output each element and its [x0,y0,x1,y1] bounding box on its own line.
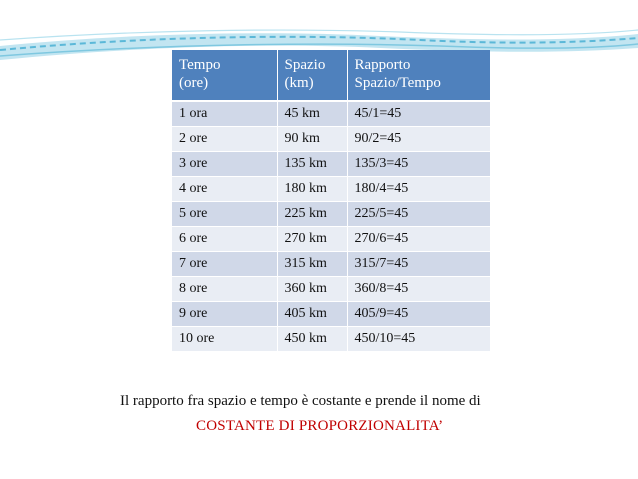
header-ratio [347,50,490,101]
cell-ratio: 360/8=45 [347,277,490,302]
header-time-line2: (ore) [179,75,209,91]
cell-ratio: 450/10=45 [347,327,490,352]
cell-time: 10 ore [172,327,277,352]
cell-ratio: 315/7=45 [347,252,490,277]
cell-space: 270 km [277,227,347,252]
table-row [172,152,490,177]
cell-ratio: 405/9=45 [347,302,490,327]
cell-space: 450 km [277,327,347,352]
cell-time: 1 ora [172,101,277,127]
cell-ratio: 90/2=45 [347,127,490,152]
table-row [172,302,490,327]
cell-ratio: 45/1=45 [347,101,490,127]
cell-ratio: 270/6=45 [347,227,490,252]
table-row [172,202,490,227]
cell-space: 225 km [277,202,347,227]
header-time-line1: Tempo [179,57,221,73]
proportionality-table-container [172,50,490,352]
cell-space: 45 km [277,101,347,127]
table-row [172,252,490,277]
caption-text: Il rapporto fra spazio e tempo è costante e prende il nome di [120,393,481,409]
header-ratio-line2: Spazio/Tempo [354,75,441,91]
proportionality-table [172,50,490,352]
table-header-row [172,50,490,101]
header-time [172,50,277,101]
cell-time: 9 ore [172,302,277,327]
cell-time: 7 ore [172,252,277,277]
header-space-line2: (km) [284,75,314,91]
table-row [172,277,490,302]
table-row [172,127,490,152]
cell-space: 405 km [277,302,347,327]
table-row [172,177,490,202]
cell-space: 90 km [277,127,347,152]
cell-time: 4 ore [172,177,277,202]
cell-time: 2 ore [172,127,277,152]
header-ratio-line1: Rapporto [354,57,411,73]
table-row [172,227,490,252]
table-row [172,327,490,352]
cell-space: 135 km [277,152,347,177]
table-row [172,101,490,127]
header-space [277,50,347,101]
cell-time: 5 ore [172,202,277,227]
constant-label: COSTANTE DI PROPORZIONALITA’ [196,418,444,434]
cell-space: 360 km [277,277,347,302]
cell-time: 8 ore [172,277,277,302]
header-space-line1: Spazio [284,57,326,73]
cell-space: 180 km [277,177,347,202]
cell-time: 6 ore [172,227,277,252]
cell-ratio: 180/4=45 [347,177,490,202]
cell-time: 3 ore [172,152,277,177]
cell-ratio: 225/5=45 [347,202,490,227]
cell-ratio: 135/3=45 [347,152,490,177]
cell-space: 315 km [277,252,347,277]
